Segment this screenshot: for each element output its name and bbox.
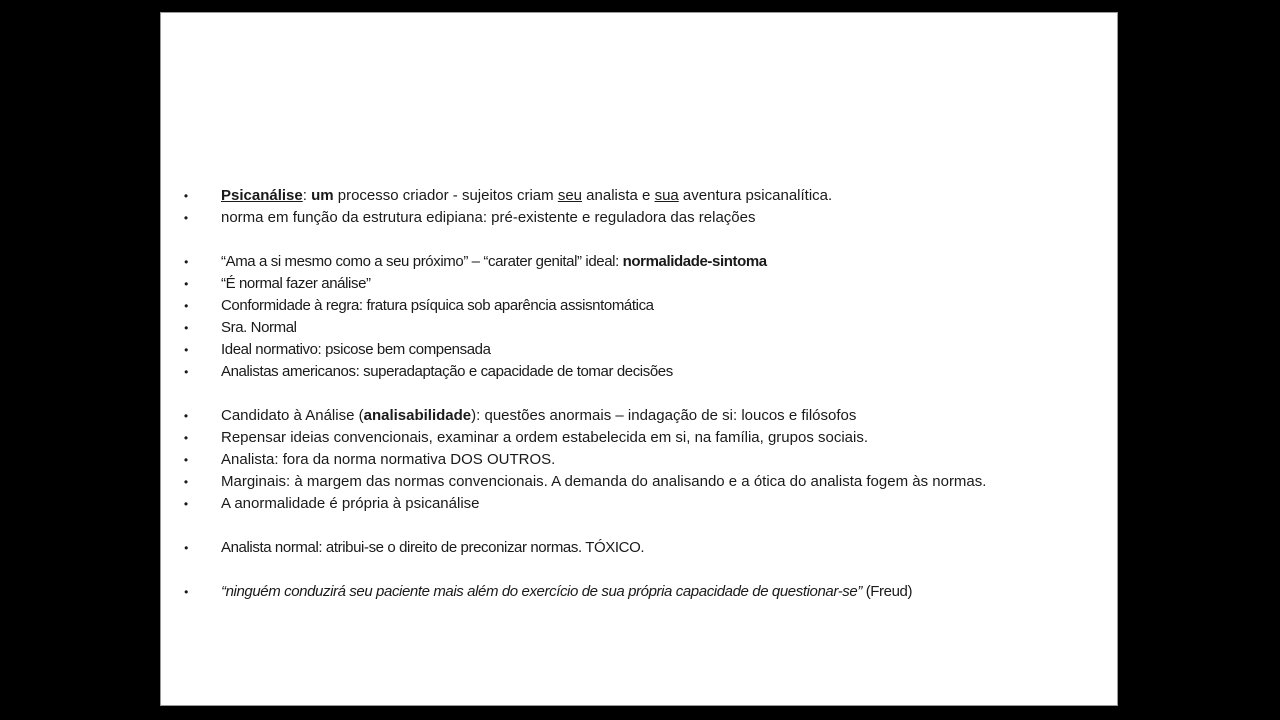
term-psicanalise: Psicanálise [221,187,303,204]
text-segment: : [302,187,312,204]
bullet-icon: • [183,409,189,423]
text-segment: analista e [582,187,655,204]
text-segment: Ideal normativo: psicose bem compensada [221,341,491,358]
slide [160,12,1118,706]
text-segment: A anormalidade é própria à psicanálise [221,495,480,512]
quote-attribution: (Freud) [861,583,913,600]
bullet-icon: • [183,475,189,489]
text-segment: ): questões anormais – indagação de si: loucos e filósofos [471,407,857,424]
bullet-icon: • [183,189,189,203]
bullet-icon: • [184,585,188,599]
text-segment: Sra. Normal [221,319,297,336]
bullet-icon: • [183,497,189,511]
underlined-sua: sua [654,187,679,204]
text-segment: Analistas americanos: superadaptação e capacidade de tomar decisões [221,363,673,380]
bullet-item [181,449,1101,471]
emphasis-um: um [311,187,334,204]
bullet-item [181,361,1101,383]
bullet-list [181,185,1101,603]
text-segment: norma em função da estrutura edipiana: pré-existente e reguladora das relações [221,209,756,226]
text-segment: Candidato à Análise ( [221,407,364,424]
bullet-item [181,317,1101,339]
bullet-item [181,493,1101,515]
bullet-item [181,185,1101,207]
bullet-item [181,581,1101,603]
bullet-icon: • [184,321,188,335]
bullet-item [181,251,1101,273]
text-segment: Analista: fora da norma normativa DOS OUTROS. [221,451,556,468]
bullet-item [181,295,1101,317]
text-segment: Analista normal: atribui-se o direito de preconizar normas. TÓXICO. [221,539,645,556]
text-segment: “Ama a si mesmo como a seu próximo” – “carater genital” ideal: [221,253,623,270]
text-segment: Conformidade à regra: fratura psíquica sob aparência assisntomática [221,297,654,314]
bullet-item [181,273,1101,295]
bullet-icon: • [183,453,189,467]
bullet-item [181,405,1101,427]
bullet-icon: • [184,365,188,379]
emphasis-normalidade-sintoma: normalidade-sintoma [622,253,767,270]
text-segment: Marginais: à margem das normas convencionais. A demanda do analisando e a ótica do analista fogem às normas. [221,473,987,490]
bullet-item [181,471,1101,493]
bullet-icon: • [183,211,189,225]
bullet-item [181,537,1101,559]
bullet-item [181,427,1101,449]
bullet-icon: • [183,431,189,445]
freud-quote: “ninguém conduzirá seu paciente mais além do exercício de sua própria capacidade de questionar-se” [221,583,862,600]
bullet-icon: • [184,299,188,313]
text-segment: aventura psicanalítica. [678,187,833,204]
text-segment: processo criador - sujeitos criam [333,187,558,204]
bullet-item [181,207,1101,229]
text-segment: Repensar ideias convencionais, examinar a ordem estabelecida em si, na família, grupos sociais. [221,429,868,446]
bullet-icon: • [184,541,188,555]
bullet-icon: • [184,343,188,357]
text-segment: “É normal fazer análise” [221,275,371,292]
underlined-seu: seu [557,187,583,204]
bullet-item [181,339,1101,361]
bullet-icon: • [184,255,188,269]
bullet-icon: • [184,277,188,291]
emphasis-analisabilidade: analisabilidade [363,407,472,424]
